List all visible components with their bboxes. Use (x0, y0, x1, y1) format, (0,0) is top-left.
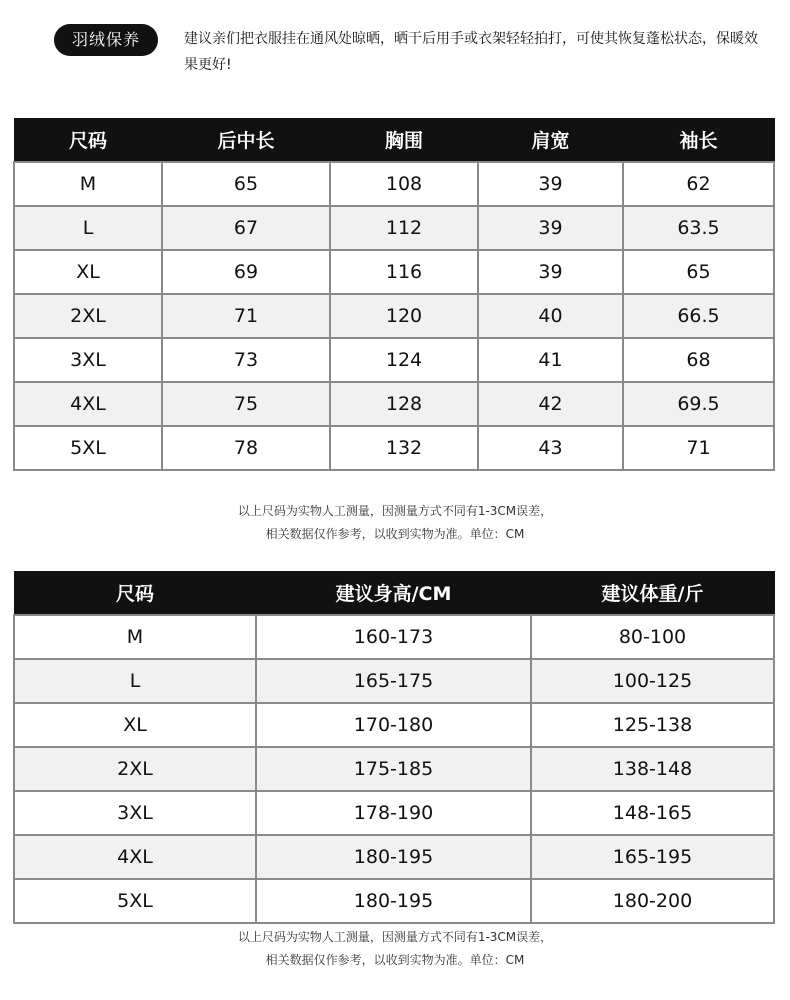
care-badge: 羽绒保养 (54, 24, 158, 56)
table-cell: 71 (623, 426, 774, 470)
table-cell: 69 (162, 250, 330, 294)
table-cell: 42 (478, 382, 623, 426)
table-cell: 100-125 (531, 659, 774, 703)
table-cell: 112 (330, 206, 478, 250)
table-row (14, 250, 774, 294)
table-cell: 148-165 (531, 791, 774, 835)
table-cell: 3XL (14, 338, 162, 382)
table-row (14, 615, 774, 659)
table-cell: 78 (162, 426, 330, 470)
table-cell: L (14, 659, 256, 703)
table-cell: 43 (478, 426, 623, 470)
table-cell: 67 (162, 206, 330, 250)
note-line: 相关数据仅作参考，以收到实物为准。单位：CM (265, 527, 525, 541)
table-cell: 165-195 (531, 835, 774, 879)
table-cell: 68 (623, 338, 774, 382)
header-chest: 胸围 (330, 118, 478, 162)
table-cell: 69.5 (623, 382, 774, 426)
note-line: 以上尺码为实物人工测量，因测量方式不同有1-3CM误差， (237, 930, 553, 944)
header-sleeve: 袖长 (623, 118, 774, 162)
table-cell: 4XL (14, 835, 256, 879)
recommendation-table (13, 571, 775, 924)
measurement-note (0, 500, 790, 546)
table-cell: 178-190 (256, 791, 531, 835)
table-cell: 160-173 (256, 615, 531, 659)
table-row (14, 747, 774, 791)
table-cell: 41 (478, 338, 623, 382)
header-back-length: 后中长 (162, 118, 330, 162)
table-cell: 40 (478, 294, 623, 338)
table-cell: XL (14, 250, 162, 294)
measurement-table (13, 118, 775, 471)
table-cell: 116 (330, 250, 478, 294)
table-cell: 2XL (14, 747, 256, 791)
table-cell: 124 (330, 338, 478, 382)
table-cell: 65 (623, 250, 774, 294)
table-cell: XL (14, 703, 256, 747)
table-row (14, 206, 774, 250)
table-cell: 165-175 (256, 659, 531, 703)
table-cell: 108 (330, 162, 478, 206)
table-cell: 3XL (14, 791, 256, 835)
table-cell: 175-185 (256, 747, 531, 791)
table-cell: 63.5 (623, 206, 774, 250)
table-cell: 138-148 (531, 747, 774, 791)
table-cell: 125-138 (531, 703, 774, 747)
table-row (14, 382, 774, 426)
table-cell: 39 (478, 206, 623, 250)
table-cell: 180-195 (256, 879, 531, 923)
table-row (14, 162, 774, 206)
table-cell: 128 (330, 382, 478, 426)
table-row (14, 426, 774, 470)
note-line: 相关数据仅作参考，以收到实物为准。单位：CM (265, 953, 525, 967)
table-cell: L (14, 206, 162, 250)
table-header-row (14, 571, 774, 615)
table-cell: 132 (330, 426, 478, 470)
header-height: 建议身高/CM (256, 571, 531, 615)
table-cell: 80-100 (531, 615, 774, 659)
table-cell: 5XL (14, 426, 162, 470)
care-instructions: 建议亲们把衣服挂在通风处晾晒，晒干后用手或衣架轻轻拍打，可使其恢复蓬松状态，保暖效果更好! (184, 31, 758, 73)
header-shoulder: 肩宽 (478, 118, 623, 162)
table-row (14, 879, 774, 923)
table-cell: 71 (162, 294, 330, 338)
header-size: 尺码 (14, 118, 162, 162)
header-weight: 建议体重/斤 (531, 571, 774, 615)
table-cell: 39 (478, 250, 623, 294)
table-cell: 66.5 (623, 294, 774, 338)
note-line: 以上尺码为实物人工测量，因测量方式不同有1-3CM误差， (237, 504, 553, 518)
table-header-row (14, 118, 774, 162)
table-cell: 120 (330, 294, 478, 338)
table-cell: 2XL (14, 294, 162, 338)
table-cell: 170-180 (256, 703, 531, 747)
table-row (14, 338, 774, 382)
table-cell: 73 (162, 338, 330, 382)
table-cell: 180-195 (256, 835, 531, 879)
table-row (14, 703, 774, 747)
measurement-note (0, 926, 790, 972)
table-cell: 39 (478, 162, 623, 206)
table-row (14, 791, 774, 835)
table-cell: 180-200 (531, 879, 774, 923)
table-cell: 4XL (14, 382, 162, 426)
table-cell: 5XL (14, 879, 256, 923)
table-cell: 62 (623, 162, 774, 206)
table-row (14, 294, 774, 338)
care-section (54, 20, 769, 80)
table-row (14, 659, 774, 703)
header-size: 尺码 (14, 571, 256, 615)
table-cell: 75 (162, 382, 330, 426)
table-cell: M (14, 615, 256, 659)
table-row (14, 835, 774, 879)
table-cell: M (14, 162, 162, 206)
table-cell: 65 (162, 162, 330, 206)
